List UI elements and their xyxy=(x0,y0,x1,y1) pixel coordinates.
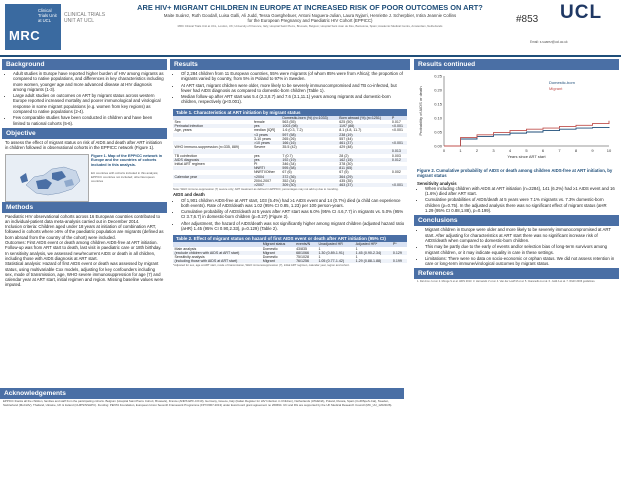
table-1-cell: 166 (16) xyxy=(281,141,338,145)
conclusions-text xyxy=(414,226,619,268)
table-1-cell: Severe xyxy=(253,145,266,150)
table-1-cell: NNRTI xyxy=(252,166,280,170)
background-heading: Background xyxy=(2,59,167,70)
table-2-cell: 1 xyxy=(318,254,321,259)
left-column xyxy=(2,59,167,289)
middle-column xyxy=(170,59,410,267)
figure-2-caption: Figure 2. Cumulative probability of AIDS or death among children AIDS-free at ART initiation, by migrant status xyxy=(417,168,613,179)
table-1-cell: <0.001 xyxy=(391,128,404,133)
table-2-cell: 76/1256 xyxy=(295,259,317,263)
table-1-cell: 352 (34) xyxy=(282,178,296,183)
table-1-cell: TB coinfection xyxy=(174,153,198,158)
conclusions-heading: Conclusions xyxy=(414,215,619,226)
table-1-cell: 372 (36) xyxy=(281,175,338,179)
table-1-cell: 435 (35) xyxy=(339,178,353,183)
table-1-caption: Table 1. Characteristics at ART initiation by migrant status xyxy=(173,109,407,116)
table-1-cell: 2004-2007 xyxy=(253,178,272,183)
poster-authors xyxy=(120,13,500,24)
affiliations: MRC Clinical Trials Unit at UCL, London, UK; University of Florence, Italy; Hospital Saint Pierre, Brussels, Belgium; Hospital Sant Joan de Déu, Barcelona, Spain; Academic Medical Centre, Amsterdam, Netherlands xyxy=(177,24,443,28)
results-continued-heading: Results continued xyxy=(414,59,619,70)
table-2-header-cell: Adjusted HR* xyxy=(354,242,391,246)
network-line: for the European Pregnancy and Paediatric HIV Cohort (EPPICC) xyxy=(247,18,373,24)
table-2-note: *Adjusted for sex, age at ART start, mode of transmission, WHO immunosuppression (7), initial ART regimen, calendar year, region and cohort. xyxy=(173,263,350,268)
methods-paragraph: Statistical analysis: Hazard of first AIDS event or death was assessed by migrant status, using multivariable Cox models, adjusting for key confounders including sex, mode of transmission, age, WHO severe immunosuppression for age (7) and calendar year at ART start, initial regimen and region. Missing baseline values were imputed. xyxy=(5,261,164,288)
table-2-cell: Domestic xyxy=(262,254,278,259)
x-tick-label: 2 xyxy=(475,148,479,153)
author-list: Maite Suárez, Ruth Goodall, Luisa Galli, Ali Judd, Tessa Goetghebuer, Antoni Noguera-Julian, Laura Nyjarri, Henriette J. Scherpbier, Intira Jeannie Collins xyxy=(163,13,457,18)
table-1-cell: 461 (37) xyxy=(338,141,391,145)
legend-entry: Domestic-born xyxy=(549,80,576,85)
europe-map-graphic xyxy=(6,155,88,201)
table-2-header-cell: Migrant status xyxy=(261,242,294,246)
table-1-cell: Sex xyxy=(174,119,181,124)
right-column xyxy=(414,59,619,285)
table-1-header-cell: Born abroad (%) (n=1251) xyxy=(338,116,391,120)
table-1-cell: 557 (44) xyxy=(339,136,353,141)
table-1-cell: 364 (29) xyxy=(338,175,391,179)
table-1-cell: WHO immuno-suppression (n=335, 889) xyxy=(174,145,240,150)
aids-bullet: • After adjustment, the hazard of AIDS/death was not significantly higher among migrant children (adjusted hazard ratio (aHR) 1.45 (95% CI 0.90,2.33), p=0.129) (Table 2). xyxy=(181,221,407,232)
y-tick-label: 0.10 xyxy=(434,115,442,121)
table-1-cell: 595 (58) xyxy=(281,166,338,170)
aids-bullet: • Of 1,901 children AIDS-free at ART start, 103 (5.4%) had ≥1 AIDS event and 14 (0.7%) died (a child can experience both events). Rate of AIDS/death was 1.02 (95% CI 0.85, 1.23) per 100 person-years. xyxy=(181,198,407,209)
poster-title: ARE HIV+ MIGRANT CHILDREN IN EUROPE AT INCREASED RISK OF POOR OUTCOMES ON ART? xyxy=(137,3,483,12)
mrc-logo-text: MRC xyxy=(9,28,41,43)
sensitivity-bullet: • Cumulative probabilities of AIDS/death at 5 years were 7.1% migrants vs. 7.3% domestic-born children (p=0.75). In the adjusted analysis there was no significant effect of migrant status (aHR 1.29 (95% CI 0.88,1.88), p=0.199). xyxy=(425,197,616,213)
mrc-logo xyxy=(5,4,61,50)
y-tick-label: 0.15 xyxy=(434,101,442,107)
table-1-cell: 1197 (88) xyxy=(338,124,391,128)
table-1-cell: NNRTI/Other xyxy=(253,170,275,175)
table-2-cell: 75/1028 xyxy=(296,254,310,259)
table-2-cell: 0.129 xyxy=(391,251,407,255)
header-divider xyxy=(0,55,621,57)
table-1-cell: 625 (50) xyxy=(339,119,353,124)
references-text: 1. Del Amo J et al. 2. Monge S et al. AIDS 2013. 3. Hernando V et al. 4. Van der Loeff M et al. 5. Ciaranello A et al. 6. Judd A et al. 7. WHO 2006 guidelines. xyxy=(417,280,596,284)
table-2-cell: Main analysis xyxy=(174,246,197,251)
sensitivity-bullet: • When including children with AIDS at ART initiation (n=2284), 141 (6.2%) had ≥1 AIDS event and 16 (1.6%) died after ART start. xyxy=(425,186,616,197)
table-1-cell: 162 (15) xyxy=(338,158,391,162)
x-tick-label: 9 xyxy=(591,148,594,153)
table-1-cell: yes xyxy=(253,153,260,158)
figure-1 xyxy=(5,154,164,200)
table-1-cell: 67 (5) xyxy=(339,170,349,175)
table-1-cell: yes xyxy=(252,124,280,128)
table-1-cell: AIDS diagnosis xyxy=(173,158,252,162)
y-axis-label: Probability of AIDS or death xyxy=(418,86,423,136)
results-bullet: • Median follow-up after ART start was 5.4 (2.3,8.7) and 7.6 (3.1,11.1) years among migrants and domestic-born children, respectively (p<0.001). xyxy=(181,94,407,105)
table-1-cell: 1003 (98) xyxy=(281,124,338,128)
x-tick-label: 4 xyxy=(508,148,512,153)
methods-paragraph: Inclusion criteria: Children aged under 18 years at initiation of combination ART, followed in cohorts where ≥5% of the paediatric population are migrants (defined as born abroad from the country of the cohort) were included. xyxy=(5,224,164,240)
x-tick-label: 10 xyxy=(606,148,612,153)
table-1-cell: 7 (0.7) xyxy=(282,153,293,158)
y-tick-label: 0.05 xyxy=(434,129,442,135)
table-1-cell: Age, years xyxy=(174,128,192,133)
table-1-cell: 238 (19) xyxy=(338,133,391,137)
table-2-header-cell: Unadjusted HR xyxy=(317,242,354,246)
methods-heading: Methods xyxy=(2,202,167,213)
table-1-cell: <0.001 xyxy=(390,141,407,145)
background-text xyxy=(2,70,167,128)
table-1-cell: 3-10 years xyxy=(253,136,271,141)
methods-text xyxy=(2,213,167,289)
aids-bullet: • Cumulative probability of AIDS/death at 5 years after ART start was 6.0% (95% CI 4.6,7.7) in migrants vs. 5.0% (95% CI 3.7,6.7) in domestic-born children (p=0.27) (Figure 2). xyxy=(181,209,407,220)
table-1-body xyxy=(173,120,407,187)
x-tick-label: 0 xyxy=(442,148,446,153)
acknowledgements-section xyxy=(0,388,621,408)
table-1-wrap xyxy=(170,116,410,187)
table-2-cell: Sensitivity analysis xyxy=(174,254,205,259)
table-1-cell: <0.001 xyxy=(390,183,407,187)
aids-death-heading: AIDS and death xyxy=(173,192,205,198)
table-2-wrap xyxy=(170,242,410,263)
sensitivity-section xyxy=(414,180,619,216)
table-1-cell: 0.003 xyxy=(391,153,401,158)
table-1-cell: >10 years xyxy=(252,141,280,145)
y-tick-label: 0.20 xyxy=(434,87,442,93)
background-bullet: • Large adult studies on outcomes on ART by migrant status across western Europe reported increased mortality and poorer immunological and virological response in some migrant populations (e.g. women from key regions) as compared to native populations (2-4). xyxy=(13,93,164,114)
background-bullet: • Adult studies in Europe have reported higher burden of HIV among migrants as compared to native populations, and differences in key characteristics including more women, younger age and more advanced disease at HIV diagnosis among migrants (1-3). xyxy=(13,71,164,92)
table-1-cell: Perinatal infection xyxy=(173,124,252,128)
x-tick-label: 3 xyxy=(492,148,495,153)
poster-number: #853 xyxy=(516,14,539,25)
table-2-cell: 68/1066 xyxy=(295,251,317,255)
sensitivity-heading: Sensitivity analysis xyxy=(417,180,457,186)
table-1-cell: 67 (6) xyxy=(282,170,292,175)
x-tick-label: 6 xyxy=(541,148,545,153)
figure-2-chart xyxy=(414,70,619,162)
results-bullet: • At ART start, migrant children were older, more likely to be severely immunocompromised and TB co-infected, but fewer had AIDS diagnosis as compared to domestic-born children (Table 1). xyxy=(181,83,407,94)
results-bullet: • Of 2,284 children from 11 European countries, 55% were migrants (of whom 85% were from Africa); the proportion of migrants varied by country, from 5% in Poland to 97% in Sweden. xyxy=(181,71,407,82)
results-text xyxy=(170,70,410,107)
table-2-header-cell: events/N xyxy=(295,242,317,246)
table-1-header-cell: P xyxy=(390,116,407,120)
table-1-cell: <2004 xyxy=(252,175,280,179)
legend-entry: Migrant xyxy=(549,86,563,91)
table-1-cell: 463 (37) xyxy=(338,183,391,187)
conclusion-bullet: • Migrant children in Europe were older and more likely to be severely immunocompromised at ART start. After adjusting for characteristics at ART start there was no significant increase risk of AIDS/death when compared to domestic-born children. xyxy=(425,227,616,243)
x-tick-label: 7 xyxy=(558,148,561,153)
table-1-cell: 8.1 (4.8, 11.7) xyxy=(339,128,362,133)
table-1-cell: Initial ART regimen xyxy=(174,162,205,167)
table-1-cell: >2007 xyxy=(252,183,280,187)
table-1-cell: <3 years xyxy=(252,133,280,137)
table-1-cell: 811 (65) xyxy=(338,166,391,170)
table-2-caption: Table 2. Effect of migrant status on hazard of first AIDS event or death after ART initiation (95% CI) xyxy=(173,235,407,242)
europe-map xyxy=(5,154,89,202)
references-heading: References xyxy=(414,268,619,279)
table-2-header-cell: P* xyxy=(391,242,407,246)
table-1-cell: 35.5 (42) xyxy=(282,145,297,150)
table-2-cell: (including those with AIDS at ART start) xyxy=(173,259,261,263)
table-1-cell: 309 (30) xyxy=(281,183,338,187)
contact-email[interactable]: Email: s.suarez@ucl.ac.uk xyxy=(530,40,568,44)
figure-1-legend: EU countries with cohorts included in this analysis; EPPICC countries not included; other European countries xyxy=(91,170,159,183)
table-1-cell: 563 (55) xyxy=(282,119,296,124)
methods-paragraph: Paediatric HIV observational cohorts across 16 European countries contributed to an individual-patient data meta-analysis carried out in December 2014. xyxy=(5,213,161,224)
table-1-cell: yes xyxy=(252,158,280,162)
ucl-logo: UCL xyxy=(560,2,603,23)
table-2-cell: (exclude children with AIDS at ART start) xyxy=(173,251,261,255)
table-1-cell: 265 (26) xyxy=(282,136,296,141)
conclusion-bullet: • This may be partly due to the early of events and/or selection bias of long-term survivors among migrant children, or it may indicate equality in care in these settings. xyxy=(425,244,616,255)
table-2-cell: Domestic xyxy=(262,246,278,251)
y-tick-label: 0.25 xyxy=(434,73,442,79)
y-tick-label: 0.00 xyxy=(434,143,442,149)
ctu-logo-text: CLINICAL TRIALS UNIT AT UCL xyxy=(64,12,106,24)
acknowledgements-text: EPPICC thanks all the children, families and staff from the participating cohorts. Belgium (Hospital Saint Pierre Cohort, Brussels), France (ANRS EPF-CO10), Germany, Greece, Italy (Italian Register for HIV Infection in Children), Netherlands (ATHENA), Poland, Russia, Spain (CoRISpeS-Cat), Sweden, Switzerland (MoCHiV), Thailand, Ukraine, UK & Ireland (CHIPS/NSHPC). Funding: PENTA Foundation, European Union Seventh Framework Programme (FP7/2007-2013) under EuroCoord grant agreement no 260694. IJC and RG are supported by the UK Medical Research Council (MC_UU_12023/26). xyxy=(3,399,393,407)
figure-1-title: Figure 1. Map of the EPPICC network in Europe and the countries of cohorts included in this analysis. xyxy=(91,153,163,168)
table-2-cell: Migrant xyxy=(261,259,294,263)
table-1-cell: 429 (48) xyxy=(339,145,353,150)
table-1-cell: 597 (58) xyxy=(281,133,338,137)
table-1 xyxy=(173,116,407,187)
table-1-cell: female xyxy=(253,119,265,124)
x-tick-label: 5 xyxy=(525,148,528,153)
table-1-cell: <0.001 xyxy=(390,124,407,128)
table-2-cell: 1.29 (0.88-1.88) xyxy=(354,259,391,263)
table-1-cell: 1.6 (0.3, 7.2) xyxy=(282,128,303,133)
objective-heading: Objective xyxy=(2,128,167,139)
background-bullet: • Few comparable studies have been conducted in children and have been limited to national cohorts (5-6). xyxy=(13,115,164,126)
poster-header xyxy=(0,0,621,55)
table-2-cell: 1 xyxy=(355,246,358,251)
table-2-cell: 1 xyxy=(318,246,321,251)
methods-paragraph: Outcomes: First AIDS event or death among children AIDS-free at ART initiation. Follow-up was from ART start to death, last visit in paediatric care or 18th birthday. In sensitivity analysis, we assessed new/recurrent AIDS or death in all children, including those with AIDS diagnosis at ART start. xyxy=(5,240,162,261)
x-tick-label: 8 xyxy=(574,148,578,153)
acknowledgements-heading: Acknowledgements xyxy=(0,388,404,399)
table-1-cell: 378 (30) xyxy=(339,162,353,167)
table-1-cell: 0.012 xyxy=(390,158,407,162)
results-heading: Results xyxy=(170,59,410,70)
table-2-cell: Migrant xyxy=(261,251,294,255)
table-1-cell: median [IQR] xyxy=(253,128,276,133)
table-2-cell: 1.30 (0.89-1.91) xyxy=(317,251,354,255)
aids-death-section xyxy=(170,191,410,233)
figure-1-caption xyxy=(91,154,163,184)
x-axis-label: Years since ART start xyxy=(507,154,546,159)
table-1-cell: 192 (19) xyxy=(281,158,338,162)
table-2-cell: 43/835 xyxy=(296,246,308,251)
table-1-cell: PI xyxy=(253,162,258,167)
table-1-cell: 0.002 xyxy=(391,170,401,175)
mrc-logo-subtitle: Clinical Trials Unit at UCL xyxy=(38,8,57,23)
table-2 xyxy=(173,242,407,263)
table-1-header-cell: Domestic-born (%) (n=1033) xyxy=(281,116,338,120)
conclusion-bullet: • Limitations: There were no data on socio-economic or orphan status. We did not assess retention in care or long-term immune/virological outcomes by migrant status. xyxy=(425,256,616,267)
x-tick-label: 1 xyxy=(459,148,462,153)
table-2-cell: 1.05 (0.77-1.42) xyxy=(317,259,354,263)
table-2-cell: 1 xyxy=(355,254,358,259)
table-2-cell: 1.45 (0.90-2.34) xyxy=(354,251,391,255)
table-1-cell: 28 (2) xyxy=(339,153,349,158)
table-1-cell: Calendar year xyxy=(173,175,252,179)
table-1-note: Note: WHO immuno-suppression (7) severe only; ART treatment as defined in EPPICC; percentages may not add up due to rounding. xyxy=(173,187,339,192)
table-1-cell: 0.013 xyxy=(390,149,407,153)
table-2-body xyxy=(173,247,407,264)
table-1-cell: 346 (34) xyxy=(282,162,296,167)
objective-text: To assess the effect of migrant status on risk of AIDS and death after ART initiation in children followed in observational cohorts in the EPPICC network (Figure 1). xyxy=(5,139,162,151)
table-2-cell: 0.199 xyxy=(391,259,407,263)
table-1-cell: 0.017 xyxy=(391,119,401,124)
